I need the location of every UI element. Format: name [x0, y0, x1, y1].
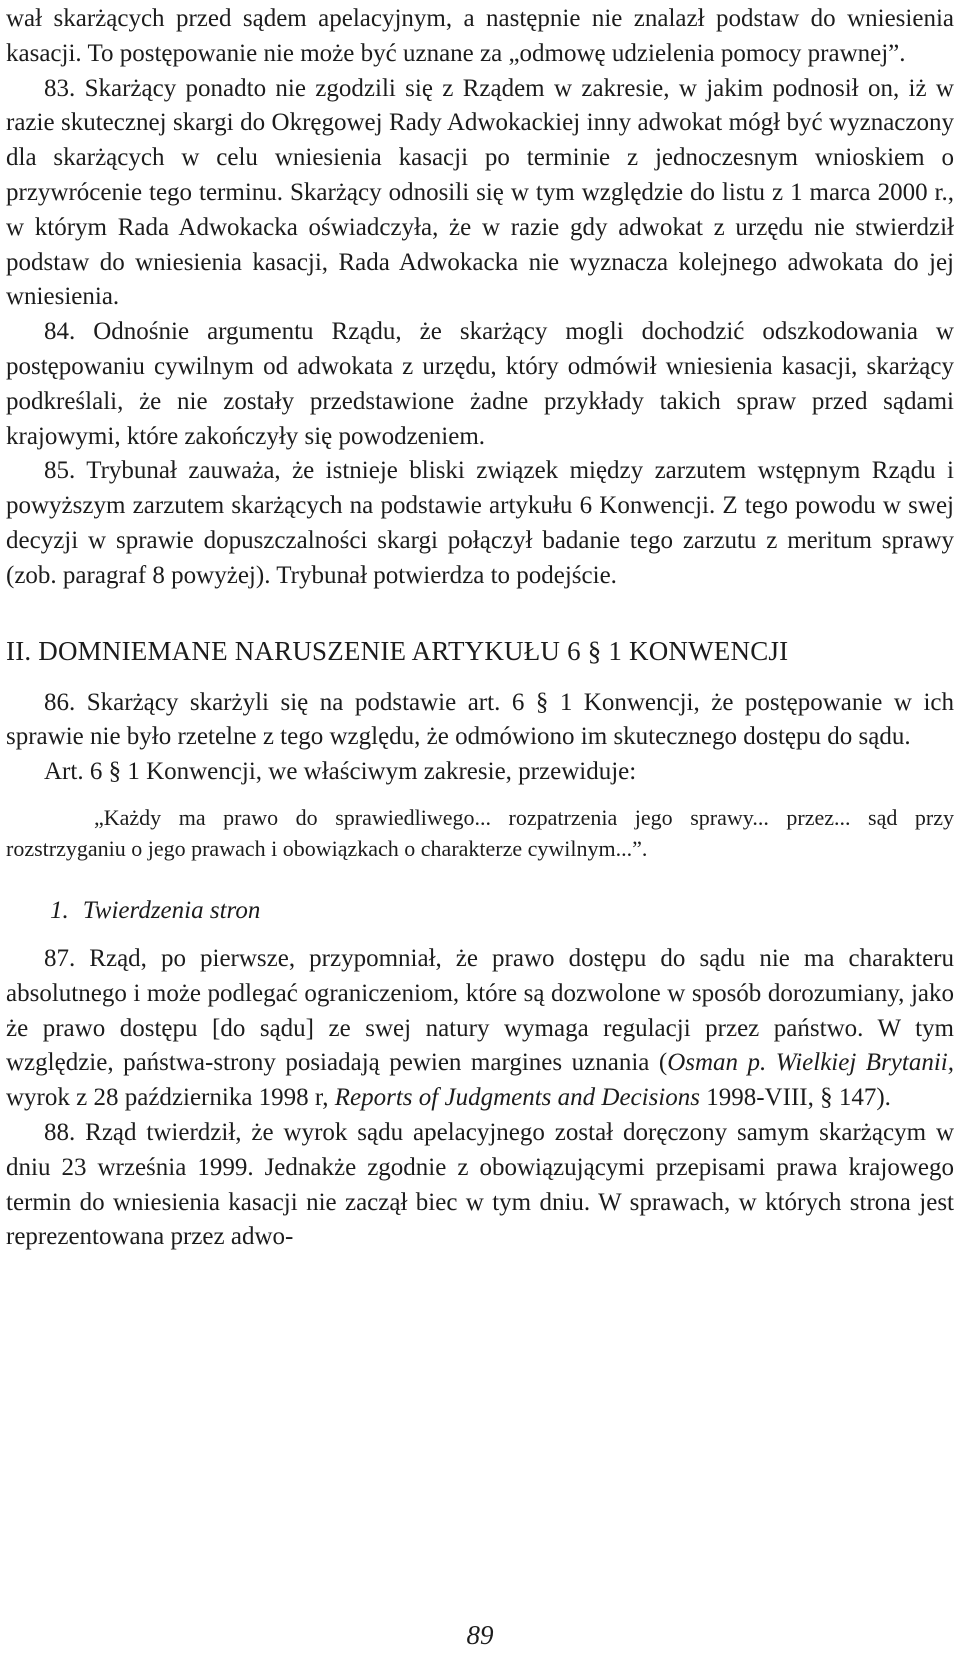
page-number: 89 — [466, 1620, 494, 1650]
subheading-number: 1. — [50, 896, 69, 924]
section-heading: II. DOMNIEMANE NARUSZENIE ARTYKUŁU 6 § 1 KONWENCJI — [6, 635, 789, 666]
subheading — [50, 894, 954, 928]
subheading-title: Twierdzenia stron — [82, 896, 261, 924]
paragraph-art6: Art. 6 § 1 Konwencji, we właściwym zakresie, przewiduje: — [44, 758, 637, 786]
paragraph-88: 88. Rząd twierdził, że wyrok sądu apelacyjnego został doręczony samym skarżącym w dniu 23 września 1999. Jednakże zgodnie z obowiązującymi przepisami prawa krajowego termin do wniesienia kasacji nie zaczął biec w tym dniu. W sprawach, w których strona jest reprezentowana przez adwo- — [6, 1118, 954, 1251]
paragraph-87-part3: 1998-VIII, § 147). — [699, 1084, 891, 1112]
paragraph-85: 85. Trybunał zauważa, że istnieje bliski związek między zarzutem wstępnym Rządu i powyższym zarzutem skarżących na podstawie artykułu 6 Konwencji. Z tego powodu w swej decyzji w sprawie dopuszczalności skargi połączył badanie tego zarzutu z meritum sprawy (zob. paragraf 8 powyżej). Trybunał potwierdza to podejście. — [6, 457, 954, 589]
paragraph-87-part1: 87. Rząd, po pierwsze, przypomniał, że prawo dostępu do sądu nie ma charakteru absolutnego i może podlegać ograniczeniom, które są dozwolone w sposób dorozumiany, jako że prawo dostępu [do sądu] ze swej natury wymaga regulacji przez państwo. W tym względzie, państwa-strony posiadają pewien margines uznania ( — [6, 944, 954, 1077]
convention-quote: „Każdy ma prawo do sprawiedliwego... rozpatrzenia jego sprawy... przez... sąd przy rozstrzyganiu o jego prawach i obowiązkach o charakterze cywilnym...”. — [6, 804, 954, 861]
quote-block — [6, 802, 954, 864]
paragraph-87-part2: wyrok z 28 października 1998 r, — [6, 1084, 335, 1112]
paragraph-83: 83. Skarżący ponadto nie zgodzili się z Rządem w zakresie, w jakim podnosił on, iż w razie skutecznej skargi do Okręgowej Rady Adwokackiej inny adwokat mógł być wyznaczony dla skarżących w celu wniesienia kasacji po terminie z jednoczesnym wnioskiem o przywrócenie tego terminu. Skarżący odnosili się w tym względzie do listu z 1 marca 2000 r., w którym Rada Adwokacka oświadczyła, że w razie gdy adwokat z urzędu nie stwierdził podstaw do wniesienia kasacji, Rada Adwokacka nie wyznacza kolejnego adwokata do jej wniesienia. — [6, 74, 954, 311]
paragraph-intro: wał skarżących przed sądem apelacyjnym, a następnie nie znalazł podstaw do wniesienia kasacji. To postępowanie nie może być uznane za „odmowę udzielenia pomocy prawnej”. — [6, 5, 954, 67]
paragraph-87 — [6, 942, 954, 1116]
reports-citation: Reports of Judgments and Decisions — [334, 1084, 700, 1112]
case-name-citation: Osman p. Wielkiej Brytanii, — [667, 1049, 954, 1077]
paragraph-86: 86. Skarżący skarżyli się na podstawie art. 6 § 1 Konwencji, że postępowanie w ich sprawie nie było rzetelne z tego względu, że odmówiono im skutecznego dostępu do sądu. — [6, 688, 954, 751]
paragraph-84: 84. Odnośnie argumentu Rządu, że skarżący mogli dochodzić odszkodowania w postępowaniu cywilnym od adwokata z urzędu, który odmówił wniesienia kasacji, skarżący podkreślali, że nie zostały przedstawione żadne przykłady takich spraw przed sądami krajowymi, które zakończyły się powodzeniem. — [6, 318, 954, 450]
